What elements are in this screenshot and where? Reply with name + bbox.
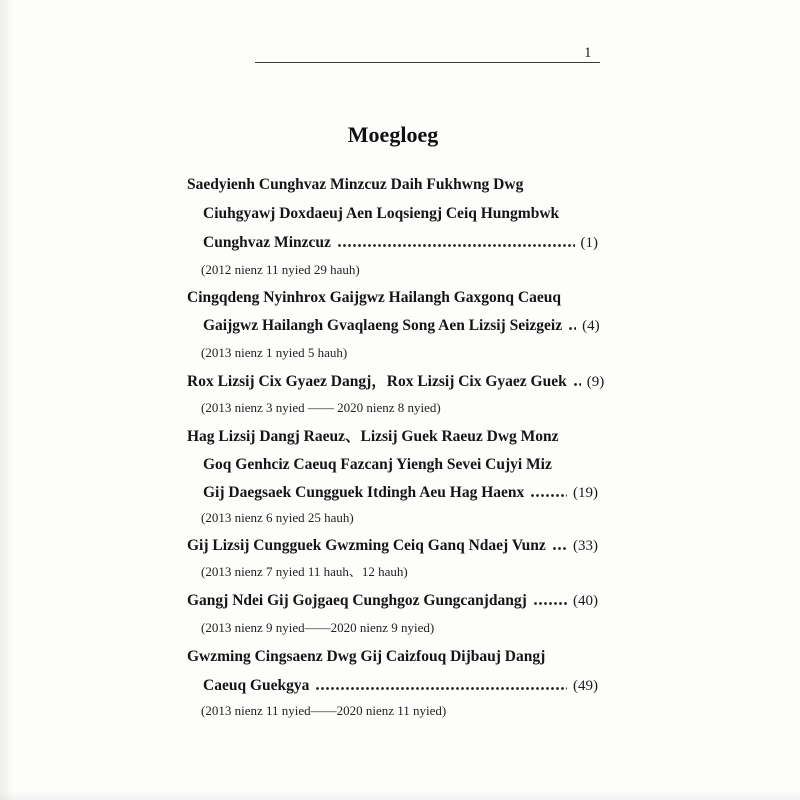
toc-entry-title-text: Gij Lizsij Cungguek Gwzming Ceiq Ganq Ndaej Vunz (187, 537, 546, 554)
toc-entry-title-line: Gwzming Cingsaenz Dwg Gij Caizfouq Dijbauj Dangj (187, 648, 546, 665)
toc-entry-title-text: Cunghvaz Minzcuz (203, 234, 331, 251)
dot-leader (533, 602, 567, 605)
toc-entry-title-line (203, 316, 598, 336)
page-number: 1 (584, 45, 592, 61)
toc-date: (2013 nienz 3 nyied —— 2020 nienz 8 nyied) (201, 400, 441, 415)
toc-page-number: (19) (573, 485, 598, 501)
page-title: Moegloeg (347, 122, 439, 147)
toc-entry-title-line: Ciuhgyawj Doxdaeuj Aen Loqsiengj Ceiq Hungmbwk (203, 205, 560, 222)
toc-date: (2013 nienz 11 nyied——2020 nienz 11 nyied) (201, 703, 447, 718)
toc-entry-title-line (203, 676, 598, 696)
toc-entry-title-line: Cingqdeng Nyinhrox Gaijgwz Hailangh Gaxgonq Caeuq (187, 289, 561, 306)
dot-leader (337, 244, 575, 247)
toc-entry-title-line: Hag Lizsij Dangj Raeuz、Lizsij Guek Raeuz Dwg Monz (187, 428, 559, 445)
toc-page-number: (33) (573, 538, 598, 554)
header-rule (255, 62, 600, 63)
toc-page-number: (1) (580, 235, 598, 251)
toc-entry-title-text: Gij Daegsaek Cungguek Itdingh Aeu Hag Haenx (203, 484, 525, 501)
dot-leader (315, 687, 567, 690)
dot-leader (568, 327, 576, 330)
toc-entry-title-line (203, 233, 598, 253)
toc-page-number: (4) (582, 318, 600, 334)
toc-entry-title-text: Gangj Ndei Gij Gojgaeq Cunghgoz Gungcanjdangj (187, 592, 527, 609)
dot-leader (552, 547, 567, 550)
toc-page-number: (49) (573, 678, 598, 694)
toc-entry-title-line (203, 483, 598, 503)
toc-entry-title-line: Saedyienh Cunghvaz Minzcuz Daih Fukhwng Dwg (187, 176, 524, 193)
toc-entry-title-line (187, 591, 598, 611)
dot-leader (573, 383, 581, 386)
toc-entry-title-text: Gaijgwz Hailangh Gvaqlaeng Song Aen Lizsij Seizgeiz (203, 317, 563, 334)
toc-page-number: (40) (573, 593, 598, 609)
toc-entry-title-text: Caeuq Guekgya (203, 677, 310, 694)
dot-leader (530, 494, 567, 497)
toc-entry-title-text: Rox Lizsij Cix Gyaez Dangj，Rox Lizsij Cix Gyaez Guek (187, 373, 567, 390)
toc-date: (2013 nienz 7 nyied 11 hauh、12 hauh) (201, 564, 408, 579)
toc-date: (2013 nienz 9 nyied——2020 nienz 9 nyied) (201, 620, 435, 635)
toc-date: (2013 nienz 1 nyied 5 hauh) (201, 345, 348, 360)
toc-date: (2013 nienz 6 nyied 25 hauh) (201, 510, 354, 525)
toc-page-number: (9) (586, 374, 605, 390)
toc-date: (2012 nienz 11 nyied 29 hauh) (201, 262, 360, 277)
toc-entry-title-line: Goq Genhciz Caeuq Fazcanj Yiengh Sevei Cujyi Miz (203, 456, 552, 473)
toc-entry-title-line (187, 372, 605, 392)
toc-entry-title-line (187, 536, 598, 556)
